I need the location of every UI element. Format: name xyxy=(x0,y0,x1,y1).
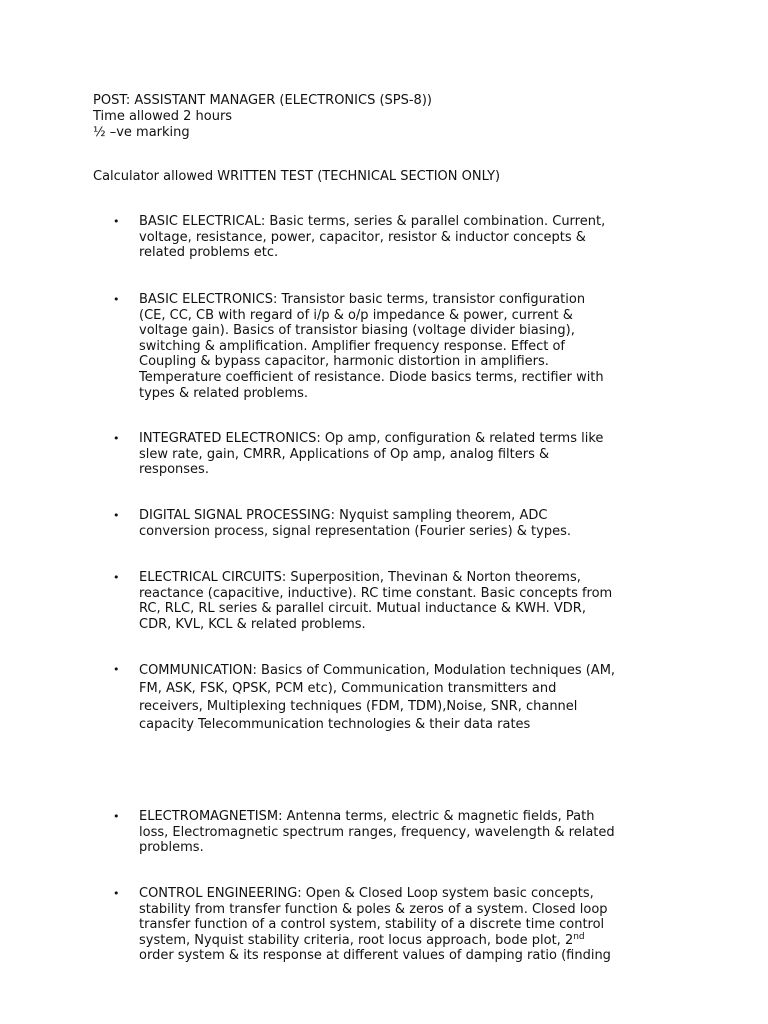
bullet-icon: • xyxy=(113,663,120,676)
topic-communication: COMMUNICATION: Basics of Communication, Modulation techniques (AM, FM, ASK, FSK, QPSK, PCM etc), Communication transmitters and receivers, Multiplexing techniques (FDM, TDM),Noise, SNR, channel capacity Telecommunication technologies & their data rates xyxy=(139,663,616,732)
bullet-icon: • xyxy=(113,887,120,900)
topic-electrical-circuits: ELECTRICAL CIRCUITS: Superposition, Thevinan & Norton theorems, reactance (capacitive, inductive). RC time constant. Basic concepts from RC, RLC, RL series & parallel circuit. Mutual inductance & KWH. VDR, CDR, KVL, KCL & related problems. xyxy=(139,570,613,632)
bullet-icon: • xyxy=(113,432,120,445)
topic-basic-electrical: BASIC ELECTRICAL: Basic terms, series & parallel combination. Current, voltage, resistance, power, capacitor, resistor & inductor concepts & related problems etc. xyxy=(139,214,606,261)
post-title: POST: ASSISTANT MANAGER (ELECTRONICS (SPS-8)) xyxy=(93,93,432,108)
topic-control-engineering xyxy=(139,886,684,964)
topic-electromagnetism: ELECTROMAGNETISM: Antenna terms, electric & magnetic fields, Path loss, Electromagnetic spectrum ranges, frequency, wavelength & related problems. xyxy=(139,809,615,856)
marking-note: ½ –ve marking xyxy=(93,125,190,140)
control-engineering-continuation: order system & its response at different values of damping ratio (finding xyxy=(139,948,611,964)
ordinal-superscript: nd xyxy=(573,931,585,942)
bullet-icon: • xyxy=(113,293,120,306)
topic-digital-signal-processing: DIGITAL SIGNAL PROCESSING: Nyquist sampling theorem, ADC conversion process, signal representation (Fourier series) & types. xyxy=(139,508,571,539)
document-header xyxy=(93,93,432,141)
bullet-icon: • xyxy=(113,571,120,584)
control-engineering-text: CONTROL ENGINEERING: Open & Closed Loop system basic concepts, stability from transfer function & poles & zeros of a system. Closed loop transfer function of a control system, stability of a discrete time control system, Nyquist stability criteria, root locus approach, bode plot, 2 xyxy=(139,886,608,948)
time-allowed: Time allowed 2 hours xyxy=(93,109,233,124)
topic-basic-electronics: BASIC ELECTRONICS: Transistor basic terms, transistor configuration (CE, CC, CB with regard of i/p & o/p impedance & power, current & voltage gain). Basics of transistor biasing (voltage divider biasing), switching & amplification. Amplifier frequency response. Effect of Coupling & bypass capacitor, harmonic distortion in amplifiers. Temperature coefficient of resistance. Diode basics terms, rectifier with types & related problems. xyxy=(139,292,604,401)
topic-integrated-electronics: INTEGRATED ELECTRONICS: Op amp, configuration & related terms like slew rate, gain, CMRR, Applications of Op amp, analog filters & responses. xyxy=(139,431,604,478)
bullet-icon: • xyxy=(113,810,120,823)
bullet-icon: • xyxy=(113,215,120,228)
test-description: Calculator allowed WRITTEN TEST (TECHNICAL SECTION ONLY) xyxy=(93,169,501,184)
bullet-icon: • xyxy=(113,509,120,522)
